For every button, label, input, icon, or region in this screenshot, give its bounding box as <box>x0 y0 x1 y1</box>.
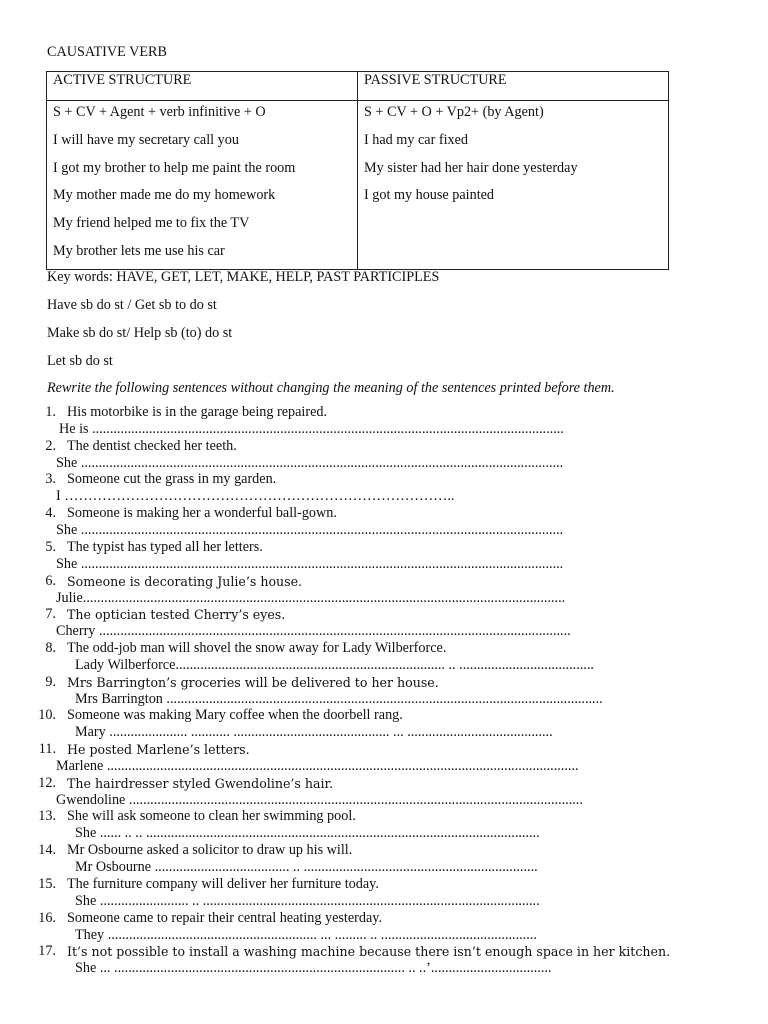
answer-line[interactable]: Mary ...................... ........... ............................................ ... ......................................... <box>75 724 553 741</box>
exercise-item <box>36 505 676 522</box>
answer-line[interactable]: She ......................... .. ............................................................................................... <box>75 892 540 909</box>
exercise-question: He posted Marlene’s letters. <box>67 742 250 757</box>
exercise-question: Mr Osbourne asked a solicitor to draw up his will. <box>67 842 353 859</box>
answer-line[interactable]: I ……………………………………………………………………….. <box>56 488 455 505</box>
answer-line[interactable]: He is ..................................................................................................................................... <box>59 421 564 437</box>
passive-line: I had my car fixed <box>364 131 468 148</box>
answer-line[interactable]: Marlene ..................................................................................................................................... <box>56 758 579 774</box>
exercise-number: 16. <box>38 909 56 926</box>
exercise-question: The odd-job man will shovel the snow away for Lady Wilberforce. <box>67 639 447 656</box>
exercise-item <box>36 842 676 859</box>
exercise-question: Someone is decorating Julie’s house. <box>67 573 303 589</box>
active-line: My mother made me do my homework <box>53 187 276 204</box>
exercise-item <box>36 808 676 825</box>
answer-line[interactable]: Julie........................................................................................................................................ <box>56 589 566 606</box>
exercise-item <box>36 573 676 590</box>
answer-line[interactable]: They ........................................................... ... ......... .. ............................................ <box>75 926 537 943</box>
exercise-number: 10. <box>38 707 56 724</box>
passive-structure-header: PASSIVE STRUCTURE <box>358 72 669 101</box>
exercise-question: The dentist checked her teeth. <box>67 437 237 454</box>
keywords-line: Let sb do st <box>47 353 113 369</box>
exercise-number: 12. <box>38 774 56 791</box>
keywords-line: Have sb do st / Get sb to do st <box>47 297 217 313</box>
exercise-number: 11. <box>38 741 56 757</box>
exercise-item <box>36 910 676 927</box>
exercise-number: 15. <box>38 875 56 892</box>
answer-line[interactable]: Lady Wilberforce............................................................................ .. ...................................... <box>75 656 594 673</box>
exercise-question: Someone came to repair their central heating yesterday. <box>67 909 383 926</box>
answer-line[interactable]: Mrs Barrington ........................................................................................................................... <box>75 690 603 707</box>
exercise-item <box>36 674 676 691</box>
exercise-question: She will ask someone to clean her swimming pool. <box>67 808 356 825</box>
exercise-item <box>36 438 676 455</box>
exercise-number: 14. <box>38 842 56 859</box>
exercise-item <box>36 606 676 623</box>
exercise-number: 3. <box>45 471 56 488</box>
exercise-question: Someone is making her a wonderful ball-gown. <box>67 505 337 522</box>
exercise-question: The optician tested Cherry’s eyes. <box>67 607 286 623</box>
exercise-question: The typist has typed all her letters. <box>67 538 263 555</box>
answer-line[interactable]: She ........................................................................................................................................ <box>56 555 564 572</box>
exercise-item <box>36 707 676 724</box>
active-line: My friend helped me to fix the TV <box>53 215 250 232</box>
exercise-item <box>36 539 676 556</box>
exercise-number: 17. <box>38 943 56 960</box>
exercise-question: Mrs Barrington’s groceries will be delivered to her house. <box>67 674 439 690</box>
exercise-number: 7. <box>45 606 56 623</box>
passive-line: My sister had her hair done yesterday <box>364 159 578 176</box>
answer-line[interactable]: She ........................................................................................................................................ <box>56 522 564 539</box>
exercise-question: The hairdresser styled Gwendoline’s hair. <box>67 775 334 791</box>
exercise-item <box>36 876 676 893</box>
passive-line: I got my house painted <box>364 187 495 204</box>
answer-line[interactable]: She ........................................................................................................................................ <box>56 454 564 471</box>
exercise-item <box>36 775 676 792</box>
exercise-question: His motorbike is in the garage being repaired. <box>67 404 328 420</box>
active-line: My brother lets me use his car <box>53 242 225 259</box>
keywords-line: Key words: HAVE, GET, LET, MAKE, HELP, PAST PARTICIPLES <box>47 269 440 285</box>
exercise-question: The furniture company will deliver her furniture today. <box>67 875 379 892</box>
exercise-question: Someone was making Mary coffee when the doorbell rang. <box>67 707 403 724</box>
exercise-question: Someone cut the grass in my garden. <box>67 471 277 488</box>
answer-line[interactable]: She ...... .. .. ............................................................................................................... <box>75 825 540 842</box>
page-title: CAUSATIVE VERB <box>47 44 167 60</box>
exercise-number: 9. <box>45 673 56 690</box>
exercise-item <box>36 404 676 421</box>
answer-line[interactable]: She ... .................................................................................. .. ..’.................................. <box>75 960 552 977</box>
keywords-line: Make sb do st/ Help sb (to) do st <box>47 325 233 341</box>
passive-line: S + CV + O + Vp2+ (by Agent) <box>364 104 544 120</box>
answer-line[interactable]: Cherry ..................................................................................................................................... <box>56 623 571 640</box>
exercise-number: 1. <box>45 404 56 420</box>
exercise-item <box>36 943 676 960</box>
exercise-item <box>36 471 676 488</box>
exercise-number: 4. <box>45 505 56 522</box>
exercise-question: It’s not possible to install a washing machine because there isn’t enough space in her kitchen. <box>67 944 671 960</box>
active-structure-header: ACTIVE STRUCTURE <box>47 72 358 101</box>
answer-line[interactable]: Gwendoline ................................................................................................................................ <box>56 791 583 808</box>
exercise-instruction: Rewrite the following sentences without changing the meaning of the sentences printed before them. <box>47 380 615 396</box>
exercise-number: 6. <box>45 572 56 589</box>
answer-line[interactable]: Mr Osbourne ...................................... .. .................................................................. <box>75 859 538 876</box>
exercise-item <box>36 640 676 657</box>
exercise-number: 2. <box>45 437 56 454</box>
exercise-number: 8. <box>45 639 56 656</box>
exercise-number: 13. <box>38 808 56 825</box>
active-line: S + CV + Agent + verb infinitive + O <box>53 104 266 120</box>
active-line: I will have my secretary call you <box>53 131 239 148</box>
active-line: I got my brother to help me paint the room <box>53 159 296 176</box>
exercise-item <box>36 741 676 758</box>
exercise-number: 5. <box>45 538 56 555</box>
